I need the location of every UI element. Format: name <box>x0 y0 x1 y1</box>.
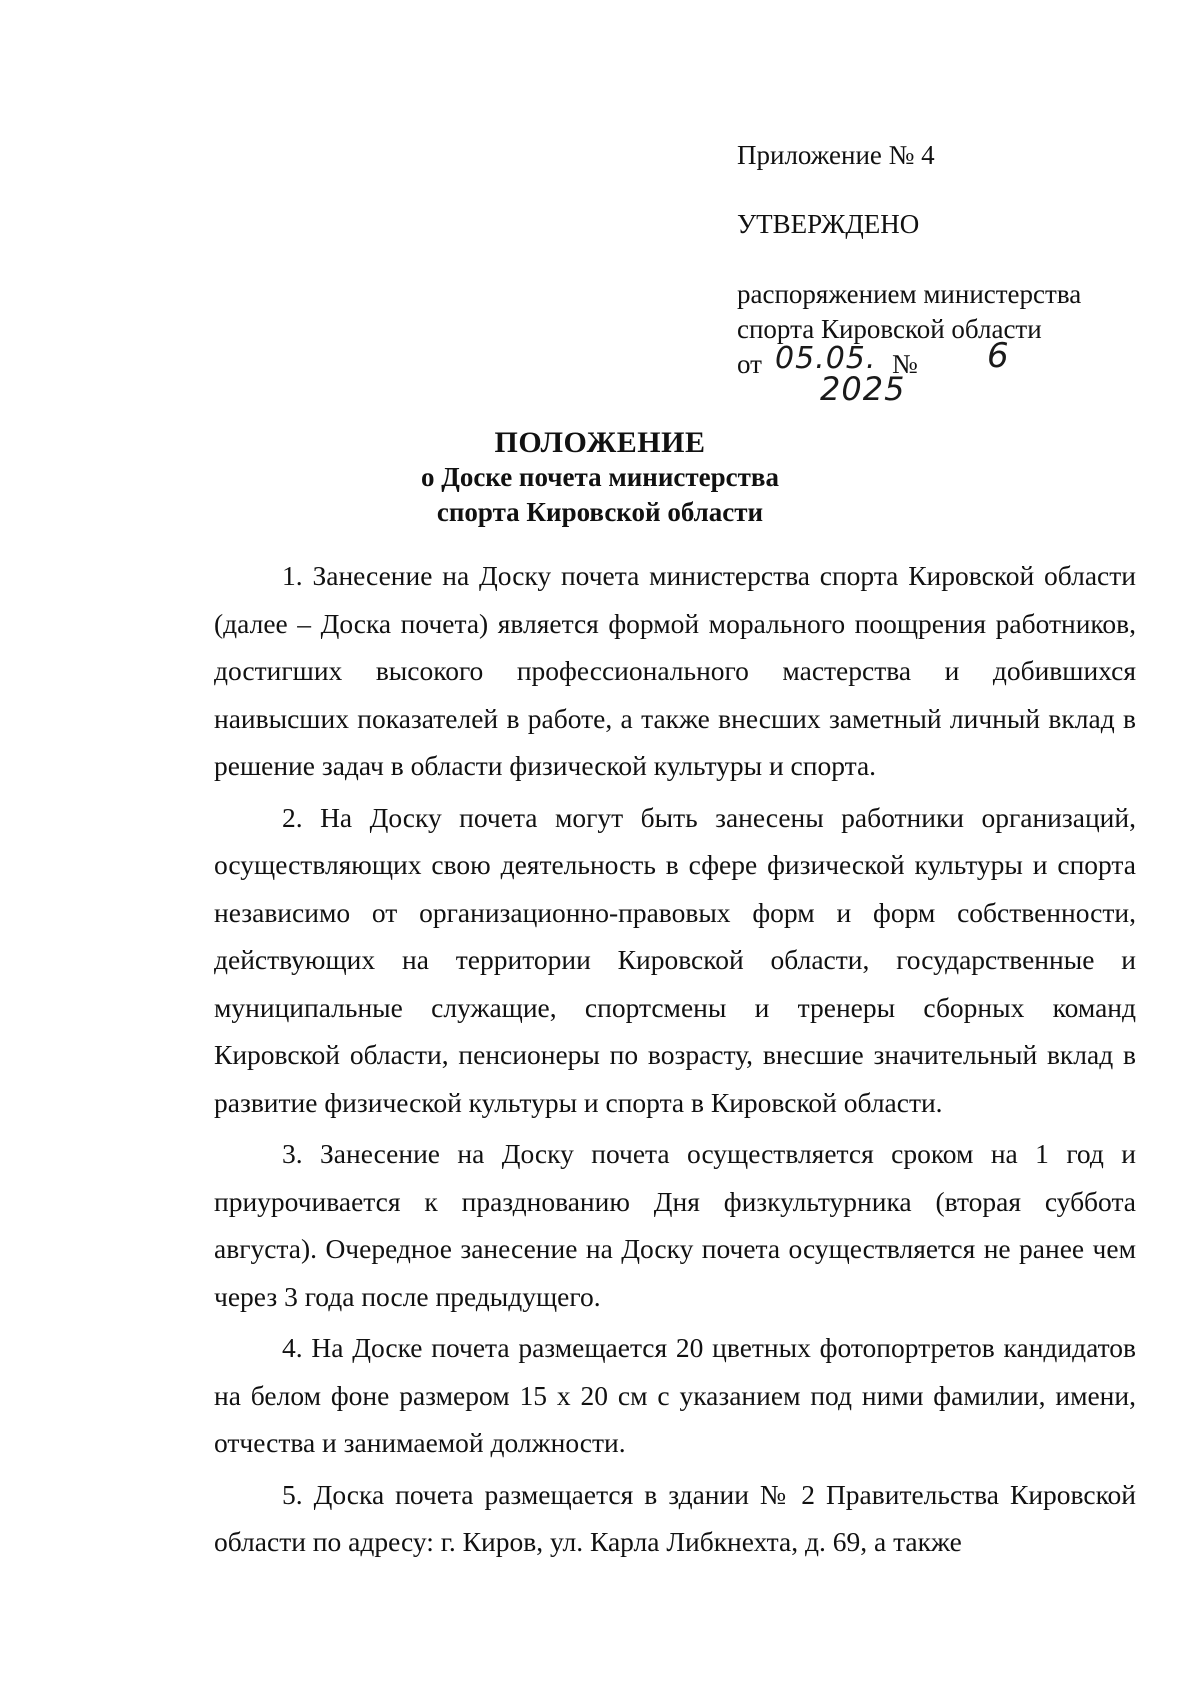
handwritten-year: 2025 <box>820 370 906 408</box>
paragraph: 3. Занесение на Доску почета осуществляется сроком на 1 год и приурочивается к празднованию Дня физкультурника (вторая суббота августа). Очередное занесение на Доску почета осуществляется не ранее чем через 3 года после предыдущего. <box>214 1138 1136 1312</box>
order-date-line <box>737 336 1137 382</box>
number-label: № <box>892 349 918 379</box>
order-line-2: спорта Кировской области <box>737 314 1042 344</box>
handwritten-date: 05.05. <box>775 341 877 376</box>
title-line-2: о Доске почета министерства <box>421 462 779 492</box>
title-line-3: спорта Кировской области <box>436 497 764 527</box>
paragraph: 4. На Доске почета размещается 20 цветных фотопортретов кандидатов на белом фоне размером 15 х 20 см с указанием под ними фамилии, имени, отчества и занимаемой должности. <box>214 1332 1136 1458</box>
paragraph: 5. Доска почета размещается в здании № 2 Правительства Кировской области по адресу: г. Киров, ул. Карла Либкнехта, д. 69, а также <box>214 1478 1136 1557</box>
annex-label: Приложение № 4 <box>737 140 935 170</box>
handwritten-number: 6 <box>987 336 1010 376</box>
paragraph: 2. На Доску почета могут быть занесены работники организаций, осуществляющих свою деятельность в сфере физической культуры и спорта независимо от организационно-правовых форм и форм собственности, действующих на территории Кировской области, государственные и муниципальные служащие, спортсмены и тренеры сборных команд Кировской области, пенсионеры по возрасту, внесшие значительный вклад в развитие физической культуры и спорта в Кировской области. <box>214 801 1136 1118</box>
title-main: ПОЛОЖЕНИЕ <box>494 426 706 459</box>
document-body <box>214 552 1136 1570</box>
document-title <box>0 425 1200 530</box>
approved-label: УТВЕРЖДЕНО <box>737 209 920 239</box>
order-line-1: распоряжением министерства <box>737 279 1082 309</box>
paragraph: 1. Занесение на Доску почета министерства спорта Кировской области (далее – Доска почета) является формой морального поощрения работников, достигших высокого профессионального мастерства и добившихся наивысших показателей в работе, а также внесших заметный личный вклад в решение задач в области физической культуры и спорта. <box>214 560 1136 781</box>
from-label: от <box>737 349 762 379</box>
approval-stamp-block <box>737 138 1137 382</box>
